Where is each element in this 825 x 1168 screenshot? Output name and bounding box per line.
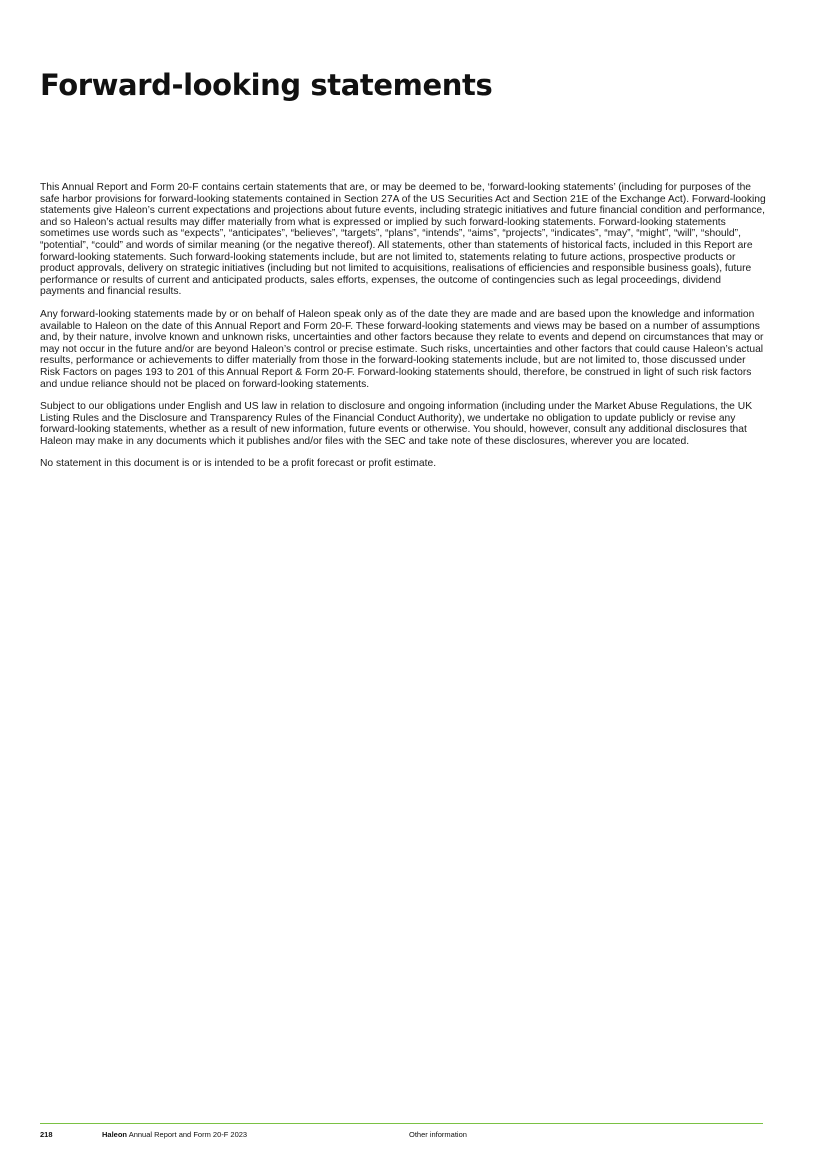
body-text [40, 182, 768, 481]
footer-brand [102, 1130, 247, 1139]
section-name: Other information [409, 1130, 467, 1139]
page-footer [40, 1130, 763, 1142]
footer-divider [40, 1123, 763, 1124]
report-name: Annual Report and Form 20-F 2023 [128, 1130, 248, 1139]
brand-name: Haleon [102, 1130, 128, 1139]
paragraph-forward-looking-definition: This Annual Report and Form 20-F contains certain statements that are, or may be deemed to be, ‘forward-looking statements’ (including for purposes of the safe harbor provisions for forward-looking statements contained in Section 27A of the US Securities Act and Section 21E of the Exchange Act). Forward-looking statements give Haleon’s current expectations and projections about future events, including strategic initiatives and future financial condition and performance, and so Haleon’s actual results may differ materially from what is expressed or implied by such forward-looking statements. Forward-looking statements sometimes use words such as “expects”, “anticipates”, “believes”, “targets”, “plans”, “intends”, “aims”, “projects”, “indicates”, “may”, “might”, “will”, “should”, “potential”, “could” and words of similar meaning (or the negative thereof). All statements, other than statements of historical facts, included in this Report are forward-looking statements. Such forward-looking statements include, but are not limited to, statements relating to future actions, prospective products or product approvals, delivery on strategic initiatives (including but not limited to acquisitions, realisations of efficiencies and responsible business goals), future performance or results of current and anticipated products, sales efforts, expenses, the outcome of contingencies such as legal proceedings, dividend payments and financial results. [40, 182, 766, 298]
paragraph-update-obligations: Subject to our obligations under English and US law in relation to disclosure and ongoing information (including under the Market Abuse Regulations, the UK Listing Rules and the Disclosure and Transparency Rules of the Financial Conduct Authority), we undertake no obligation to update publicly or revise any forward-looking statements, whether as a result of new information, future events or otherwise. You should, however, consult any additional disclosures that Haleon may make in any documents which it publishes and/or files with the SEC and take note of these disclosures, wherever you are located. [40, 401, 753, 447]
paragraph-profit-forecast: No statement in this document is or is intended to be a profit forecast or profit estimate. [40, 458, 437, 470]
paragraph-date-and-risks: Any forward-looking statements made by or on behalf of Haleon speak only as of the date they are made and are based upon the knowledge and information available to Haleon on the date of this Annual Report and Form 20-F. These forward-looking statements and views may be based on a number of assumptions and, by their nature, involve known and unknown risks, uncertainties and other factors because they relate to events and depend on circumstances that may or may not occur in the future and/or are beyond Haleon’s control or precise estimate. Such risks, uncertainties and other factors that could cause Haleon’s actual results, performance or achievements to differ materially from those in the forward-looking statements include, but are not limited to, those discussed under Risk Factors on pages 193 to 201 of this Annual Report & Form 20-F. Forward-looking statements should, therefore, be construed in light of such risk factors and undue reliance should not be placed on forward-looking statements. [40, 308, 764, 390]
page-title: Forward-looking statements [40, 68, 493, 102]
page-number: 218 [40, 1130, 53, 1139]
